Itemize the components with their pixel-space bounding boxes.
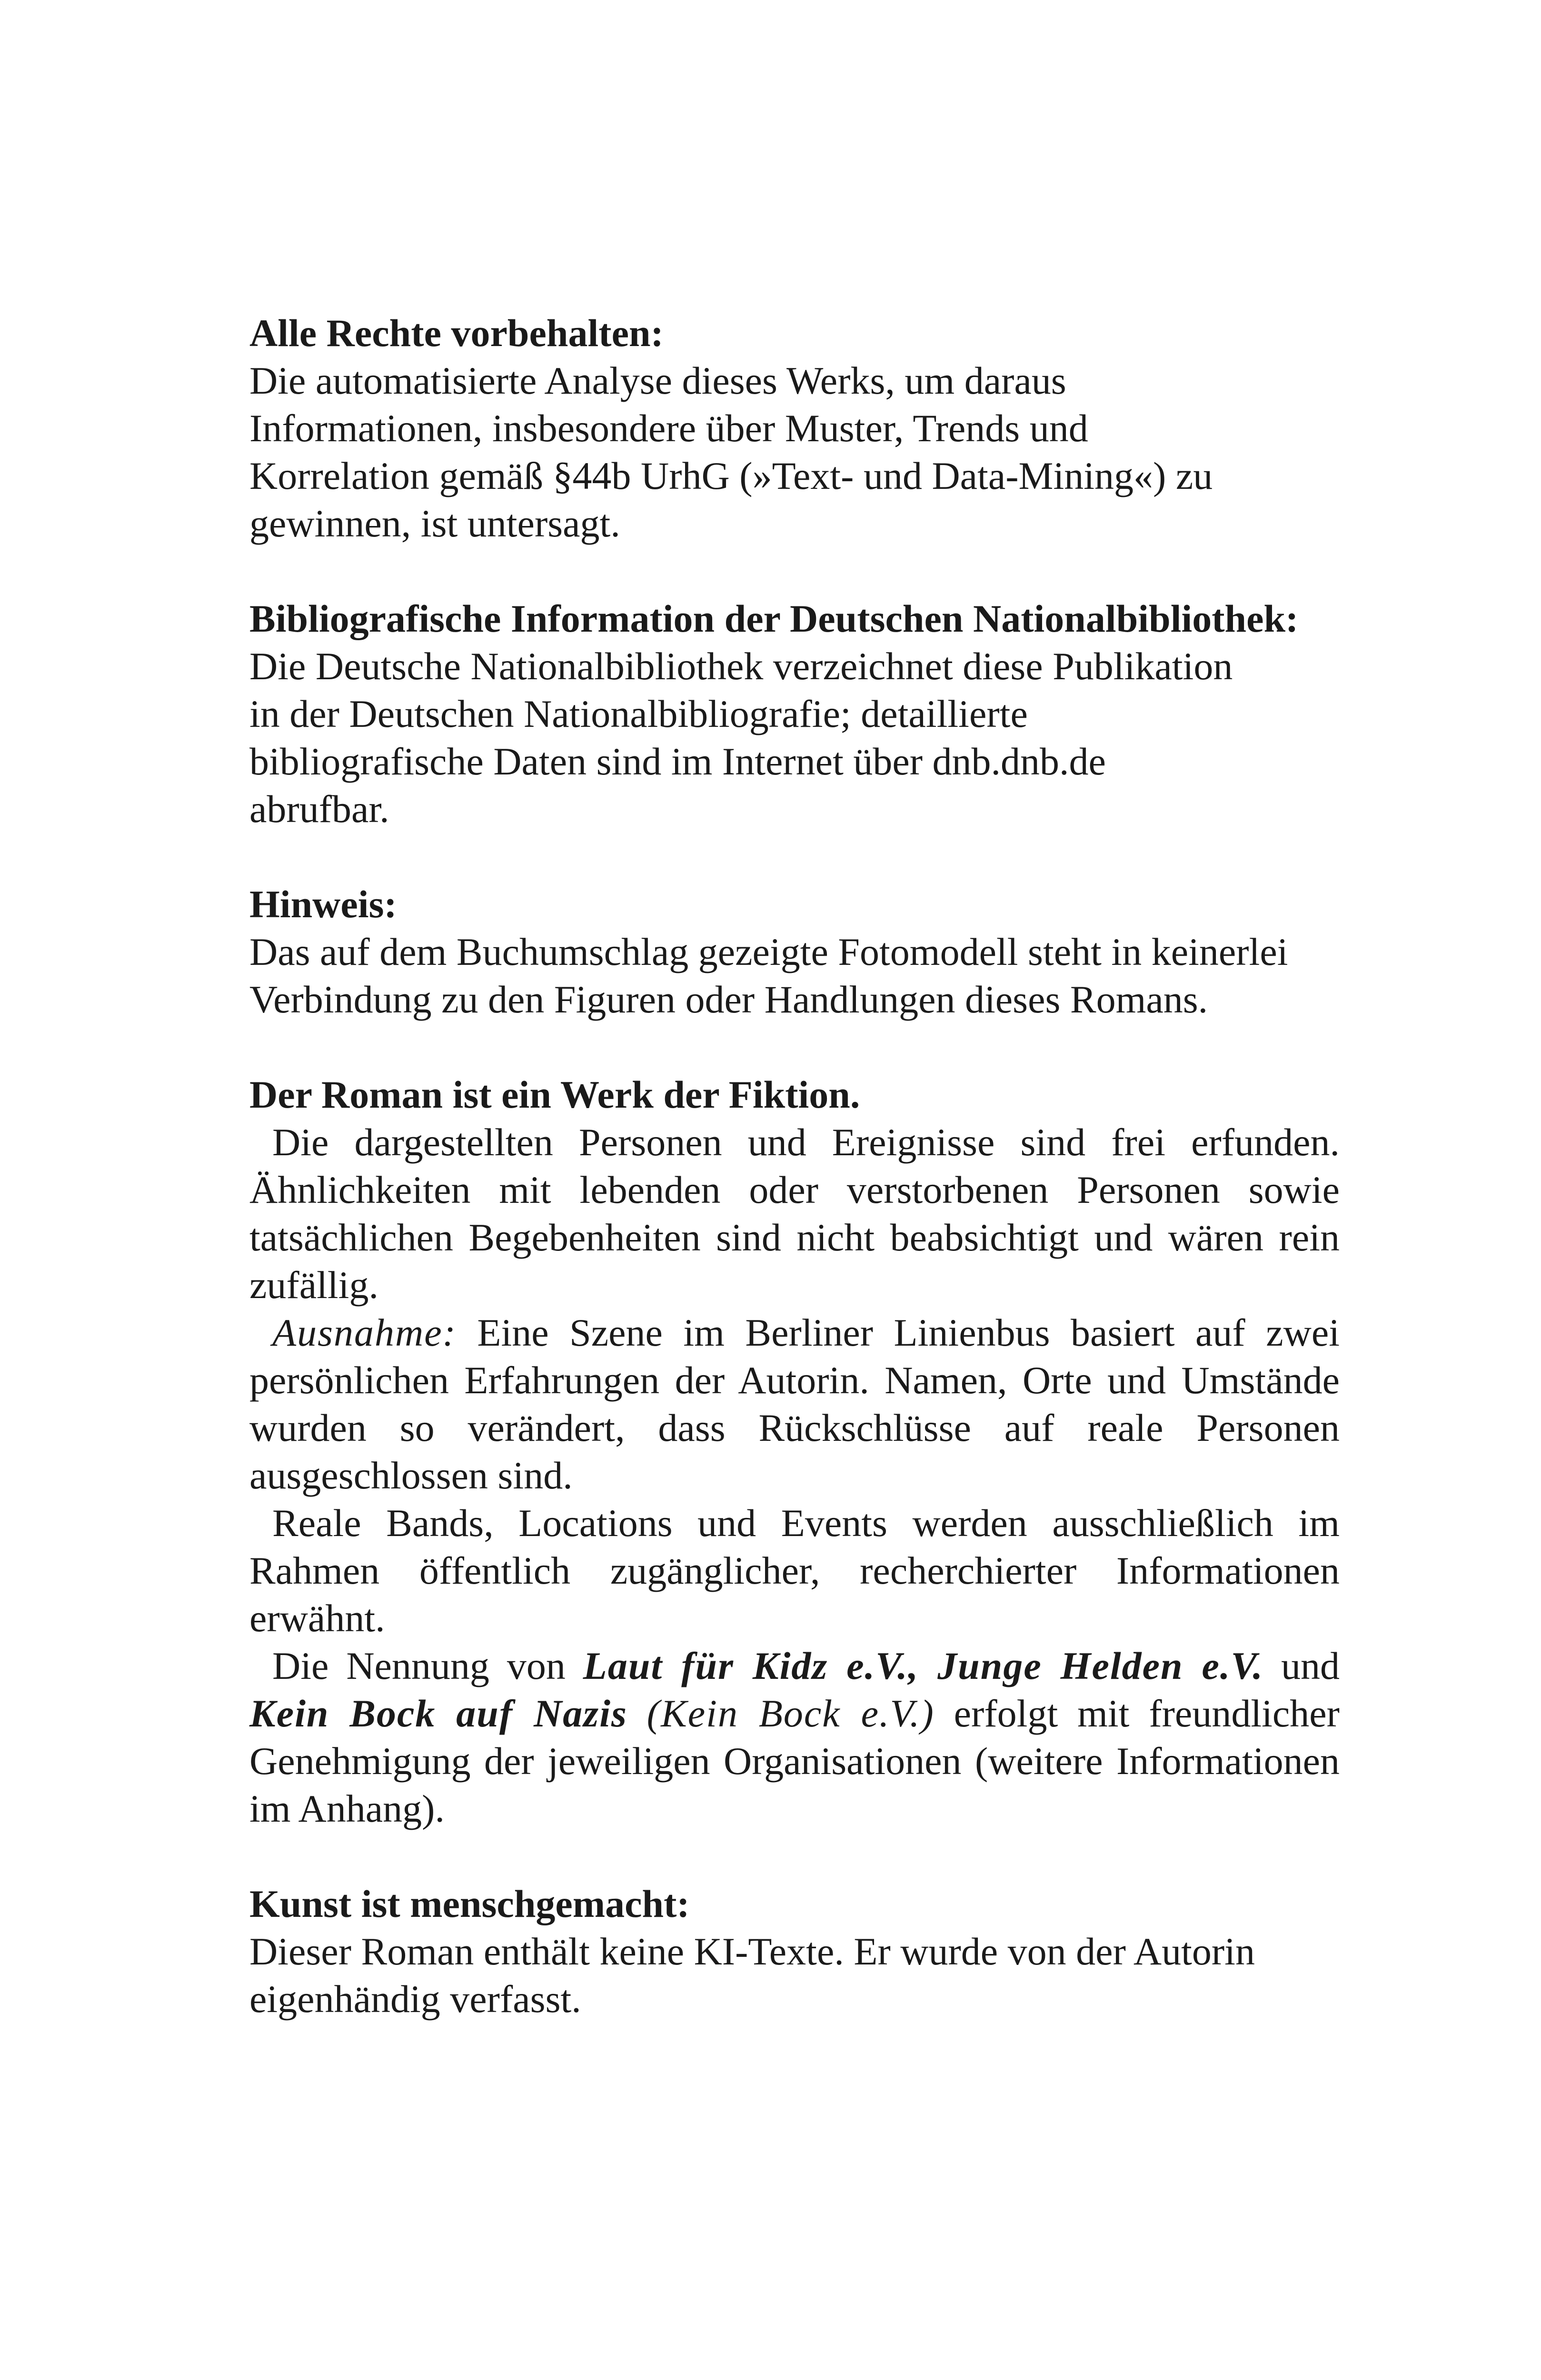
- human-art-heading: Kunst ist menschgemacht:: [249, 1882, 690, 1925]
- fiction-paragraph-1: Die dargestellten Personen und Ereignisse sind frei erfunden. Ähnlichkeiten mit lebenden oder verstorbenen Personen sowie tatsächlichen Begebenheiten sind nicht beabsichtigt und wären rein zufällig.: [249, 1121, 1340, 1307]
- rights-heading: Alle Rechte vorbehalten:: [249, 311, 664, 355]
- organizations-rest: erfolgt mit freundlicher Genehmigung der jeweiligen Organisationen (weitere Informationen im Anhang).: [249, 1692, 1340, 1830]
- human-art-line: Dieser Roman enthält keine KI-Texte. Er wurde von der Autorin: [249, 1930, 1255, 1973]
- organizations-and: und: [1263, 1644, 1340, 1687]
- bibliography-line: Die Deutsche Nationalbibliothek verzeichnet diese Publikation: [249, 645, 1233, 688]
- rights-line: gewinnen, ist untersagt.: [249, 502, 620, 545]
- organization-space: [627, 1692, 647, 1735]
- fiction-paragraph-4: [249, 1642, 1340, 1833]
- imprint-content: [249, 309, 1340, 2023]
- exception-text: Eine Szene im Berliner Linienbus basiert auf zwei persönlichen Erfahrungen der Autorin. Namen, Orte und Umstände wurden so verändert, dass Rückschlüsse auf reale Personen ausgeschlossen sind.: [249, 1311, 1340, 1497]
- fiction-heading: Der Roman ist ein Werk der Fiktion.: [249, 1073, 860, 1116]
- notice-section: [249, 881, 1340, 1023]
- human-art-line: eigenhändig verfasst.: [249, 1977, 581, 2021]
- bibliography-line: bibliografische Daten sind im Internet über dnb.dnb.de: [249, 740, 1106, 783]
- rights-line: Die automatisierte Analyse dieses Werks, um daraus: [249, 359, 1066, 402]
- fiction-paragraph-3: Reale Bands, Locations und Events werden ausschließlich im Rahmen öffentlich zugänglicher, recherchierter Informationen erwähnt.: [249, 1501, 1340, 1640]
- notice-line: Verbindung zu den Figuren oder Handlungen dieses Romans.: [249, 978, 1208, 1021]
- fiction-paragraph-2: [249, 1309, 1340, 1499]
- bibliography-line: abrufbar.: [249, 787, 389, 831]
- notice-line: Das auf dem Buchumschlag gezeigte Fotomodell steht in keinerlei: [249, 930, 1288, 973]
- organization-name-kein-bock: Kein Bock auf Nazis: [249, 1692, 627, 1735]
- human-art-section: [249, 1880, 1340, 2023]
- bibliography-heading: Bibliografische Information der Deutschen Nationalbibliothek:: [249, 597, 1299, 640]
- organization-alias: (Kein Bock e.V.): [646, 1692, 935, 1735]
- rights-section: [249, 309, 1340, 547]
- exception-label: Ausnahme:: [272, 1311, 457, 1354]
- rights-line: Korrelation gemäß §44b UrhG (»Text- und Data-Mining«) zu: [249, 454, 1213, 497]
- notice-heading: Hinweis:: [249, 883, 397, 926]
- organizations-intro: Die Nennung von: [272, 1644, 583, 1687]
- fiction-section: [249, 1071, 1340, 1833]
- rights-line: Informationen, insbesondere über Muster, Trends und: [249, 407, 1088, 450]
- bibliography-line: in der Deutschen Nationalbibliografie; detaillierte: [249, 692, 1028, 735]
- bibliography-section: [249, 595, 1340, 833]
- organization-names: Laut für Kidz e.V., Junge Helden e.V.: [583, 1644, 1264, 1687]
